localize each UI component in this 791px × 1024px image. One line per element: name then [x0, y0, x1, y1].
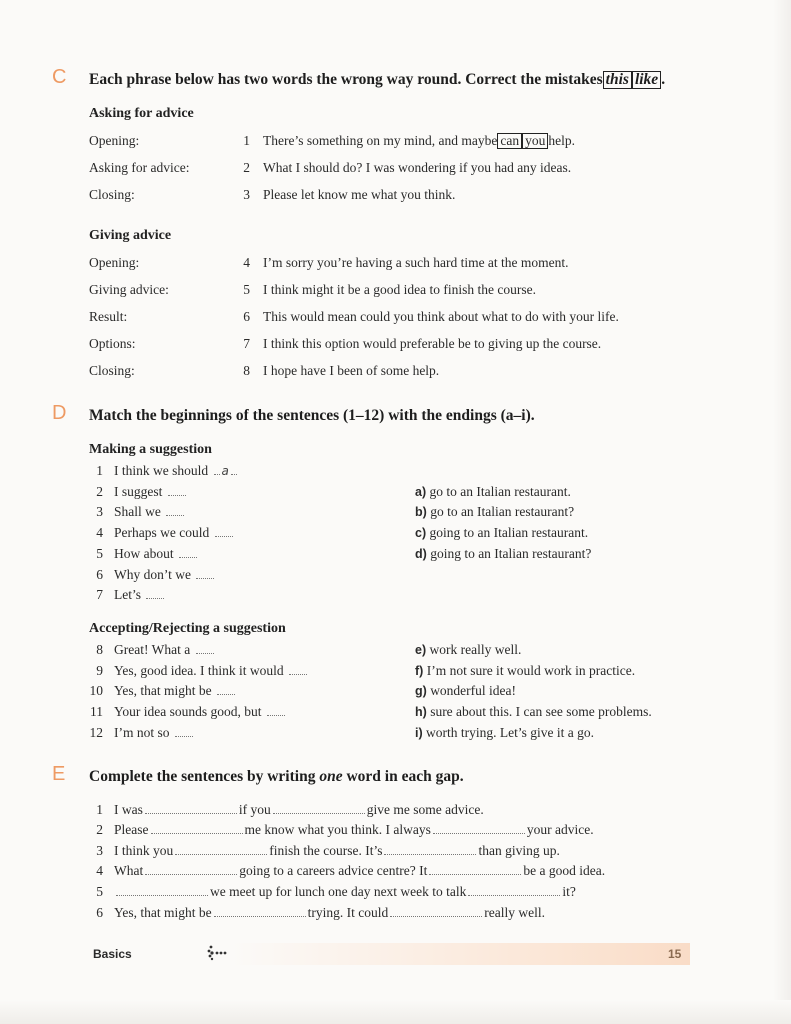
item-number: 1	[243, 133, 250, 148]
item-label: Giving advice:	[89, 282, 169, 297]
item-text: I hope have I been of some help.	[263, 363, 440, 378]
sentence-part: Yes, that might be	[114, 905, 212, 920]
ending-item	[415, 484, 571, 500]
sentence-part: it?	[562, 884, 576, 899]
boxed-word: can	[497, 133, 522, 149]
item-text: I think we should	[114, 463, 209, 478]
title-period: .	[661, 71, 666, 88]
item-number: 11	[90, 704, 103, 719]
example-word-box-1: this	[603, 71, 632, 89]
item-number: 4	[243, 255, 250, 270]
suggestion-heading: Making a suggestion	[89, 442, 212, 457]
ending-item	[415, 504, 574, 520]
answer-gap[interactable]	[215, 535, 233, 537]
item-text: I’m sorry you’re having a such hard time at the moment.	[263, 255, 569, 270]
item-text: Why don’t we	[114, 567, 191, 582]
boxed-word: you	[522, 133, 548, 149]
ending-text: going to an Italian restaurant?	[430, 546, 592, 561]
item-text: Perhaps we could	[114, 525, 210, 540]
item-number: 6	[243, 309, 250, 324]
section-c-letter: C	[52, 66, 67, 88]
answer-gap[interactable]	[267, 714, 285, 716]
answer-gap[interactable]	[214, 915, 306, 917]
sentence-part: trying. It could	[307, 905, 389, 920]
item-text: Your idea sounds good, but	[114, 704, 262, 719]
item-label: Opening:	[89, 255, 140, 270]
sentence-part: we meet up for lunch one day next week to talk	[210, 884, 467, 899]
section-d-title: Match the beginnings of the sentences (1–12) with the endings (a–i).	[89, 407, 535, 424]
item-text: Let’s	[114, 587, 141, 602]
section-e-letter: E	[52, 763, 66, 785]
ending-item	[415, 525, 588, 541]
ending-letter: g)	[415, 684, 427, 698]
sentence-part: me know what you think. I always	[244, 822, 431, 837]
answer-gap[interactable]	[145, 873, 237, 875]
answer-gap[interactable]	[433, 832, 525, 834]
section-c-title	[89, 71, 665, 89]
item-text: I think might it be a good idea to finish the course.	[263, 282, 536, 297]
sentence-part: What	[114, 863, 144, 878]
example-word-box-2: like	[632, 71, 661, 89]
title-part: word in each gap.	[342, 768, 464, 785]
ending-item	[415, 704, 652, 720]
answer-gap[interactable]	[168, 494, 186, 496]
ending-text: go to an Italian restaurant.	[429, 484, 571, 499]
page-edge-shade	[773, 0, 791, 1024]
sentence-part: give me some advice.	[366, 802, 484, 817]
item-number: 1	[96, 463, 103, 478]
section-e-title	[89, 768, 464, 786]
ending-text: I’m not sure it would work in practice.	[426, 663, 636, 678]
answer-gap[interactable]	[166, 514, 184, 516]
item-text: Please let know me what you think.	[263, 187, 456, 202]
section-c-instruction: Each phrase below has two words the wrong way round. Correct the mistakes	[89, 71, 603, 88]
answer-gap[interactable]	[468, 894, 560, 896]
item-text: I’m not so	[114, 725, 170, 740]
answer-gap[interactable]	[289, 673, 307, 675]
answer-gap[interactable]	[175, 735, 193, 737]
answer-gap[interactable]	[175, 853, 267, 855]
answer-gap[interactable]	[390, 915, 482, 917]
item-label: Closing:	[89, 363, 135, 378]
sentence-part: going to a careers advice centre? It	[239, 863, 428, 878]
item-number: 2	[243, 160, 250, 175]
answer-gap[interactable]	[146, 597, 164, 599]
answer-gap[interactable]	[196, 652, 214, 654]
ending-text: sure about this. I can see some problems.	[430, 704, 652, 719]
page-bottom-shade	[0, 1000, 791, 1024]
answer-gap[interactable]	[116, 894, 208, 896]
ending-letter: e)	[415, 643, 427, 657]
sentence-part: your advice.	[526, 822, 594, 837]
item-label: Result:	[89, 309, 128, 324]
sentence-part: I was	[114, 802, 143, 817]
title-part: Complete the sentences by writing	[89, 768, 320, 785]
ending-letter: b)	[415, 505, 427, 519]
ending-item	[415, 663, 635, 679]
answer-gap[interactable]	[151, 832, 243, 834]
item-text: Yes, good idea. I think it would	[114, 663, 284, 678]
item-number: 10	[89, 683, 103, 698]
ending-text: wonderful idea!	[430, 683, 517, 698]
ending-text: going to an Italian restaurant.	[429, 525, 589, 540]
sentence-part: finish the course. It’s	[269, 843, 383, 858]
sentence-part: be a good idea.	[523, 863, 606, 878]
title-emphasis: one	[319, 768, 343, 785]
item-text: What I should do? I was wondering if you had any ideas.	[263, 160, 572, 175]
item-number: 3	[96, 504, 103, 519]
ending-letter: d)	[415, 547, 427, 561]
sentence-part: really well.	[484, 905, 545, 920]
answer-gap[interactable]	[196, 577, 214, 579]
item-number: 5	[243, 282, 250, 297]
answer-gap[interactable]	[217, 693, 235, 695]
item-number: 7	[243, 336, 250, 351]
item-text: This would mean could you think about what to do with your life.	[263, 309, 619, 324]
item-text: There’s something on my mind, and maybe	[263, 133, 498, 148]
answer-gap[interactable]	[145, 812, 237, 814]
item-number: 8	[243, 363, 250, 378]
ending-item	[415, 683, 516, 699]
item-number: 7	[96, 587, 103, 602]
item-text: Great! What a	[114, 642, 191, 657]
item-label: Opening:	[89, 133, 140, 148]
ending-letter: i)	[415, 726, 423, 740]
item-text: I think this option would preferable be to giving up the course.	[263, 336, 602, 351]
ending-text: go to an Italian restaurant?	[430, 504, 575, 519]
page-number: 15	[668, 947, 682, 961]
item-label: Asking for advice:	[89, 160, 190, 175]
sentence-part: I think you	[114, 843, 174, 858]
accepting-heading: Accepting/Rejecting a suggestion	[89, 621, 286, 636]
item-label: Closing:	[89, 187, 135, 202]
ending-letter: h)	[415, 705, 427, 719]
footer-label: Basics	[93, 947, 132, 961]
ending-item	[415, 642, 521, 658]
section-d-letter: D	[52, 402, 67, 424]
item-number: 6	[96, 567, 103, 582]
item-label: Options:	[89, 336, 136, 351]
item-number: 1	[96, 802, 103, 817]
item-text: I suggest	[114, 484, 163, 499]
item-number: 4	[96, 863, 103, 878]
ending-item	[415, 546, 591, 562]
item-number: 6	[96, 905, 103, 920]
dots-logo-icon	[206, 944, 230, 967]
giving-heading: Giving advice	[89, 228, 172, 243]
asking-heading: Asking for advice	[89, 106, 194, 121]
answer-gap[interactable]	[429, 873, 521, 875]
item-number: 12	[89, 725, 103, 740]
ending-item	[415, 725, 594, 741]
item-number: 9	[96, 663, 103, 678]
sentence-part: if you	[238, 802, 271, 817]
item-number: 8	[96, 642, 103, 657]
handwritten-answer: a	[221, 464, 229, 478]
ending-text: work really well.	[429, 642, 522, 657]
item-text: Shall we	[114, 504, 161, 519]
item-number: 2	[96, 484, 103, 499]
sentence-part: Please	[114, 822, 149, 837]
sentence-part: than giving up.	[478, 843, 560, 858]
item-number: 2	[96, 822, 103, 837]
answer-gap[interactable]	[384, 853, 476, 855]
ending-text: worth trying. Let’s give it a go.	[426, 725, 594, 740]
item-number: 5	[96, 546, 103, 561]
item-number: 3	[96, 843, 103, 858]
item-text: How about	[114, 546, 174, 561]
footer-bar	[230, 943, 690, 965]
item-text-end: help.	[548, 133, 575, 148]
item-number: 4	[96, 525, 103, 540]
item-number: 5	[96, 884, 103, 899]
ending-letter: c)	[415, 526, 427, 540]
ending-letter: a)	[415, 485, 427, 499]
answer-gap[interactable]	[179, 556, 197, 558]
item-text: Yes, that might be	[114, 683, 212, 698]
item-number: 3	[243, 187, 250, 202]
ending-letter: f)	[415, 664, 424, 678]
answer-gap[interactable]	[273, 812, 365, 814]
